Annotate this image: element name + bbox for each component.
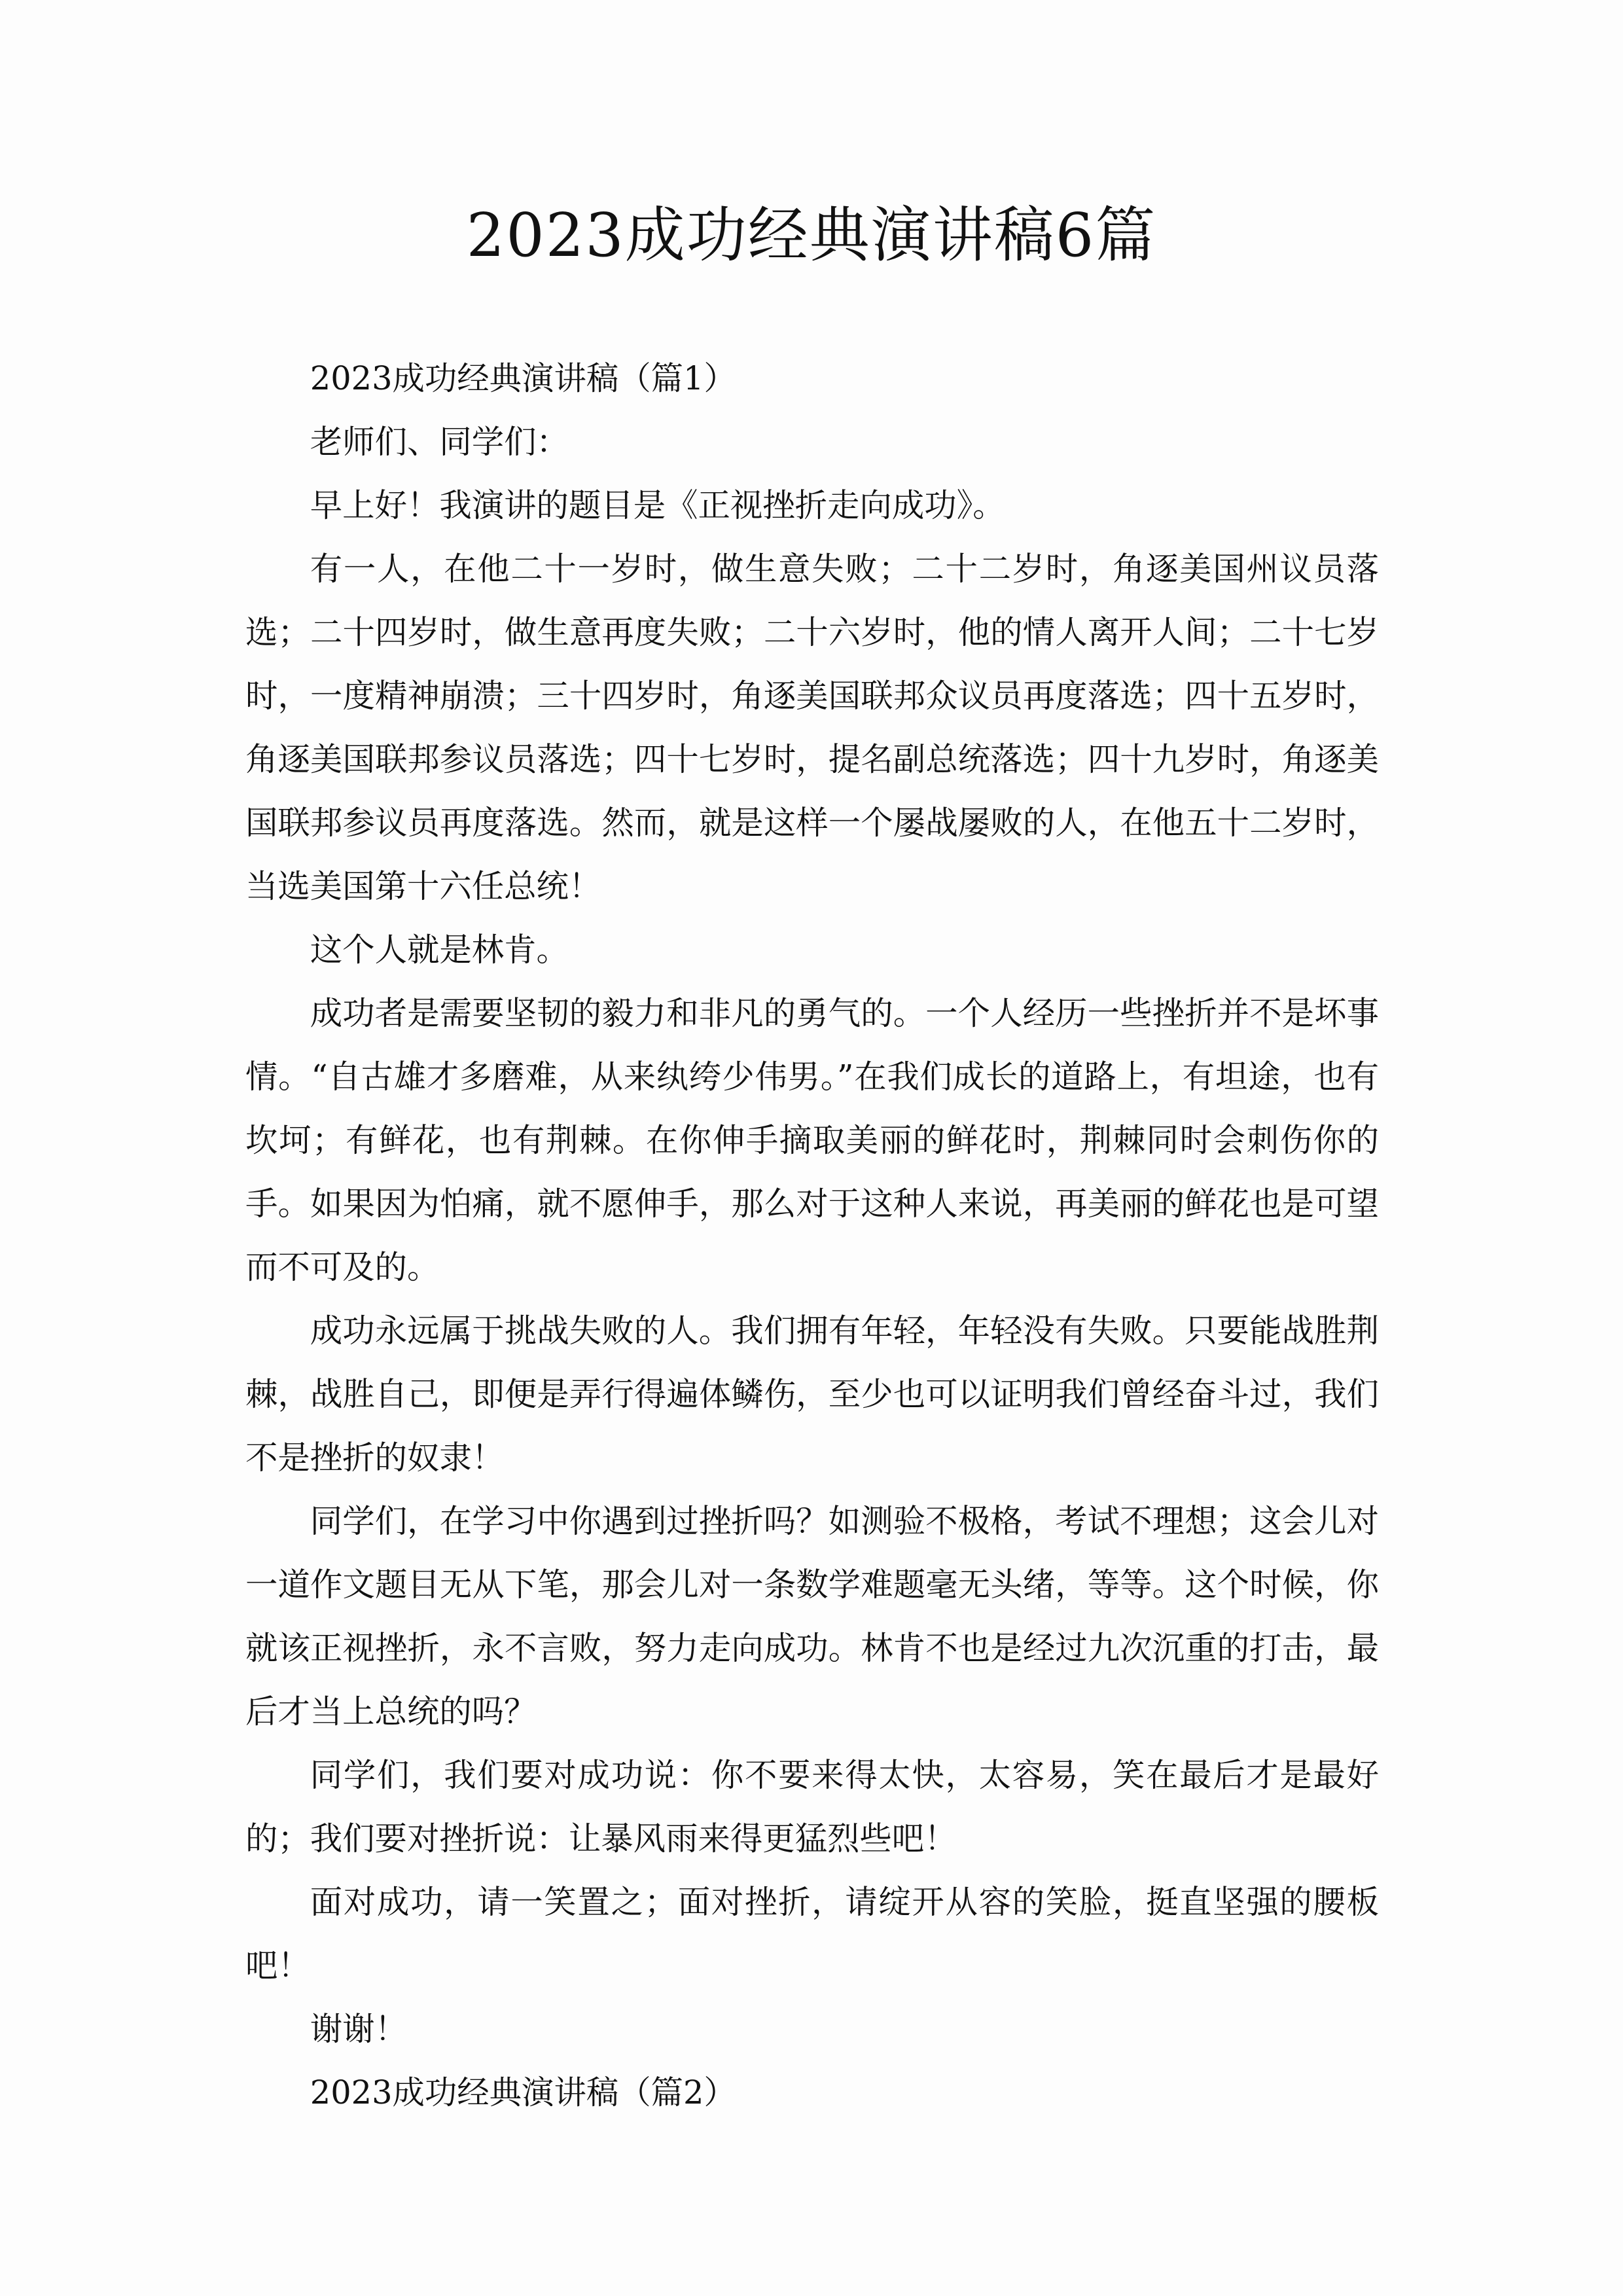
paragraph: 成功者是需要坚韧的毅力和非凡的勇气的。一个人经历一些挫折并不是坏事情。“自古雄才多磨难，从来纨绔少伟男。”在我们成长的道路上，有坦途，也有坎坷；有鲜花，也有荆棘。在你伸手摘取美丽的鲜花时，荆棘同时会刺伤你的手。如果因为怕痛，就不愿伸手，那么对于这种人来说，再美丽的鲜花也是可望而不可及的。 xyxy=(245,994,1379,1286)
paragraph: 面对成功，请一笑置之；面对挫折，请绽开从容的笑脸，挺直坚强的腰板吧！ xyxy=(245,1883,1379,1984)
paragraph: 早上好！我演讲的题目是《正视挫折走向成功》。 xyxy=(310,486,1005,524)
page-title: 2023成功经典演讲稿6篇 xyxy=(466,200,1157,270)
closing: 谢谢！ xyxy=(310,2010,407,2048)
document-body xyxy=(245,347,1379,2125)
paragraph: 成功永远属于挑战失败的人。我们拥有年轻，年轻没有失败。只要能战胜荆棘，战胜自己，即便是弄行得遍体鳞伤，至少也可以证明我们曾经奋斗过，我们不是挫折的奴隶！ xyxy=(245,1312,1379,1477)
section-heading-1: 2023成功经典演讲稿（篇1） xyxy=(310,359,736,397)
paragraph: 同学们，在学习中你遇到过挫折吗？如测验不极格，考试不理想；这会儿对一道作文题目无从下笔，那会儿对一条数学难题毫无头绪，等等。这个时候，你就该正视挫折，永不言败，努力走向成功。林肯不也是经过九次沉重的打击，最后才当上总统的吗？ xyxy=(245,1502,1379,1731)
section-heading-2: 2023成功经典演讲稿（篇2） xyxy=(310,2073,736,2111)
salutation: 老师们、同学们： xyxy=(310,423,569,461)
paragraph: 同学们，我们要对成功说：你不要来得太快，太容易，笑在最后才是最好的；我们要对挫折说：让暴风雨来得更猛烈些吧！ xyxy=(245,1756,1379,1857)
paragraph: 这个人就是林肯。 xyxy=(310,931,569,969)
paragraph: 有一人，在他二十一岁时，做生意失败；二十二岁时，角逐美国州议员落选；二十四岁时，做生意再度失败；二十六岁时，他的情人离开人间；二十七岁时，一度精神崩溃；三十四岁时，角逐美国联邦众议员再度落选；四十五岁时，角逐美国联邦参议员落选；四十七岁时，提名副总统落选；四十九岁时，角逐美国联邦参议员再度落选。然而，就是这样一个屡战屡败的人，在他五十二岁时，当选美国第十六任总统！ xyxy=(245,550,1379,905)
